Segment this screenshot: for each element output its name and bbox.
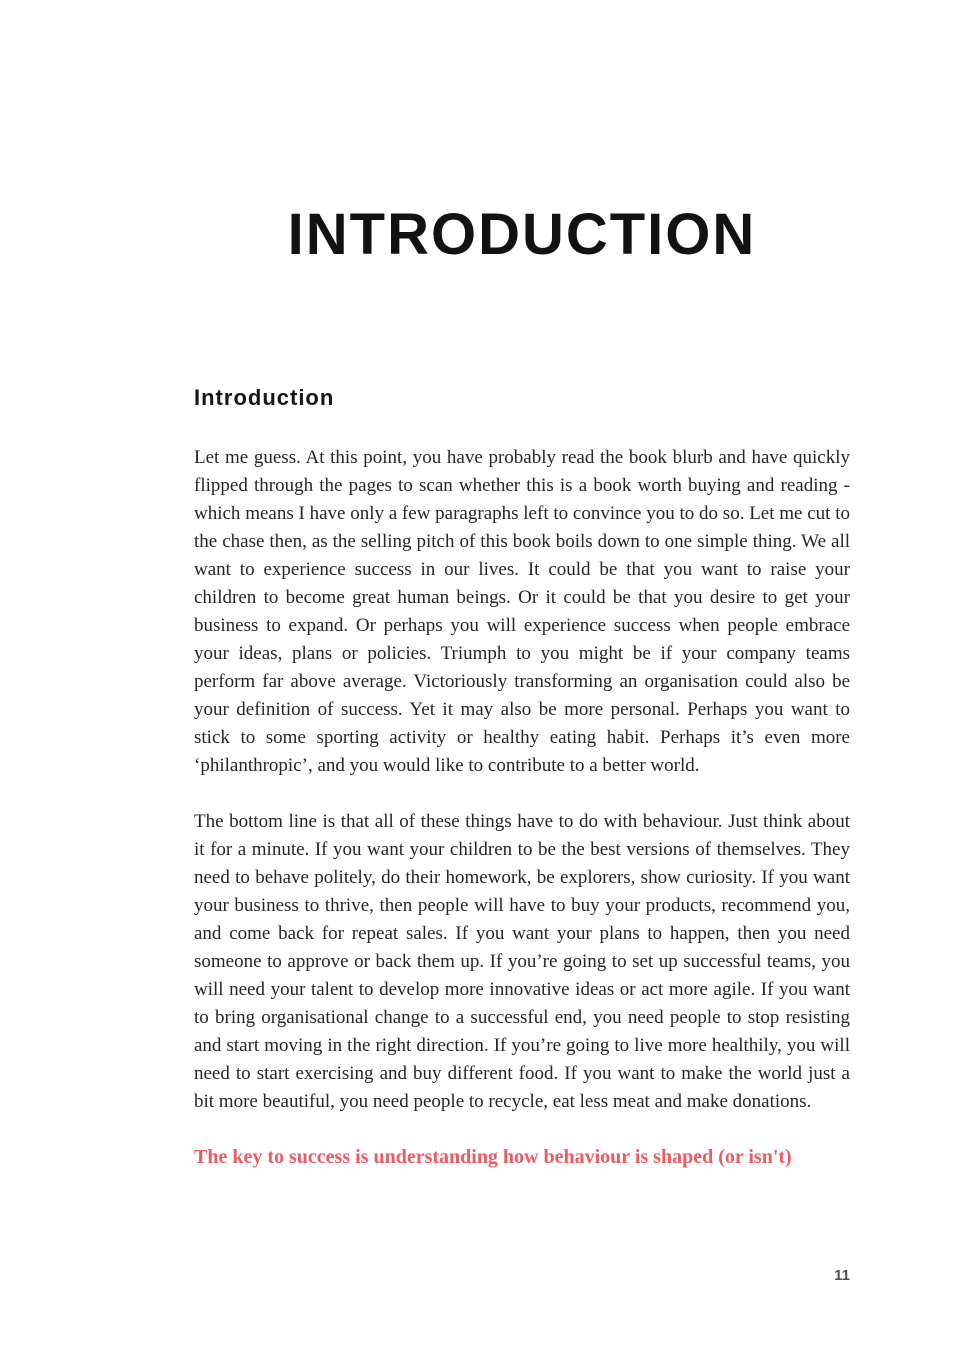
chapter-title: INTRODUCTION	[287, 202, 757, 267]
key-statement: The key to success is understanding how behaviour is shaped (or isn't)	[194, 1146, 792, 1169]
page-number: 11	[834, 1267, 850, 1284]
section-heading: Introduction	[194, 384, 335, 410]
body-paragraph: Let me guess. At this point, you have probably read the book blurb and have quickly flipped through the pages to scan whether this is a book worth buying and reading - which means I have only a few paragraphs left to convince you to do so. Let me cut to the chase then, as the selling pitch of this book boils down to one simple thing. We all want to experience success in our lives. It could be that you want to raise your children to become great human beings. Or it could be that you desire to get your business to expand. Or perhaps you will experience success when people embrace your ideas, plans or policies. Triumph to you might be if your company teams perform far above average. Victoriously transforming an organisation could also be your definition of success. Yet it may also be more personal. Perhaps you want to stick to some sporting activity or healthy eating habit. Perhaps it’s even more ‘philanthropic’, and you would like to contribute to a better world.	[194, 447, 850, 777]
body-paragraph: The bottom line is that all of these things have to do with behaviour. Just think about it for a minute. If you want your children to be the best versions of themselves. They need to behave politely, do their homework, be explorers, show curiosity. If you want your business to thrive, then people will have to buy your products, recommend you, and come back for repeat sales. If you want your plans to happen, then you need someone to approve or back them up. If you’re going to set up successful teams, you will need your talent to develop more innovative ideas or act more agile. If you want to bring organisational change to a successful end, you need people to stop resisting and start moving in the right direction. If you’re going to live more healthily, you will need to start exercising and buy different food. If you want to make the world just a bit more beautiful, you need people to recycle, eat less meat and make donations.	[194, 811, 850, 1113]
text-column	[194, 0, 850, 1171]
